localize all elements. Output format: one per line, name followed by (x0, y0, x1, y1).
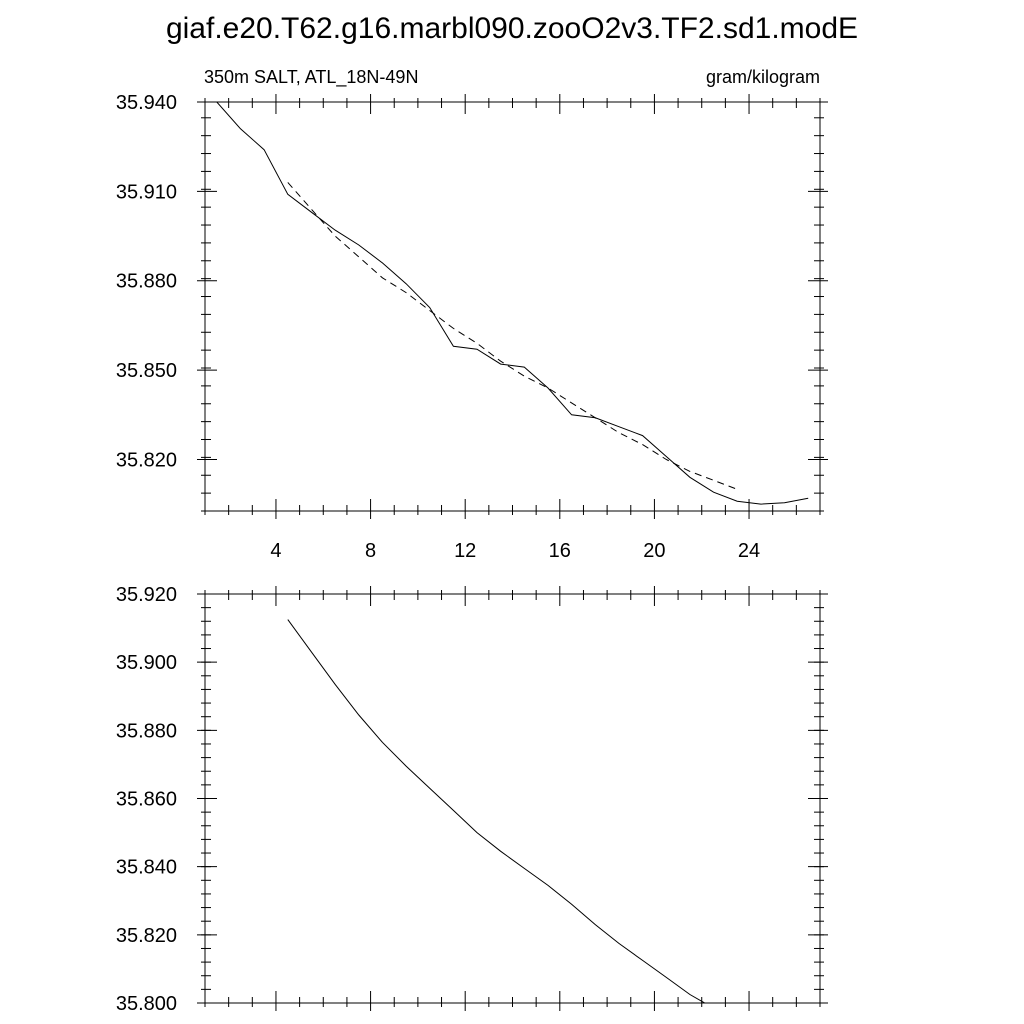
y-tick-label: 35.800 (115, 993, 177, 1015)
x-tick-label: 16 (548, 540, 571, 562)
chart-title: giaf.e20.T62.g16.marbl090.zooO2v3.TF2.sd1.modE (165, 12, 859, 45)
x-tick-label: 24 (737, 540, 761, 562)
top-plot-frame (205, 102, 820, 511)
top-panel-left-label: 350m SALT, ATL_18N-49N (204, 67, 419, 87)
y-tick-label: 35.850 (115, 360, 177, 383)
y-tick-label: 35.860 (115, 788, 177, 811)
y-tick-label: 35.940 (115, 92, 177, 114)
y-tick-label: 35.920 (115, 584, 177, 606)
top-series-solid-line (217, 102, 808, 504)
bottom-panel (116, 584, 828, 1018)
y-tick-label: 35.880 (115, 720, 177, 743)
y-tick-label: 35.820 (115, 924, 177, 947)
y-tick-label: 35.840 (115, 856, 177, 879)
x-tick-label: 4 (270, 540, 282, 562)
x-tick-label: 12 (454, 540, 477, 562)
top-panel (116, 67, 828, 562)
bottom-plot-frame (205, 594, 820, 1003)
y-tick-label: 35.820 (115, 449, 177, 472)
y-tick-label: 35.880 (115, 270, 177, 293)
y-tick-label: 35.910 (115, 181, 177, 204)
top-series-dashed-line (288, 182, 737, 489)
y-tick-label: 35.900 (115, 652, 177, 675)
x-tick-label: 20 (643, 540, 666, 562)
x-tick-label: 8 (365, 540, 377, 562)
bottom-series-solid-line (288, 620, 737, 1019)
top-panel-units-label: gram/kilogram (705, 67, 820, 87)
